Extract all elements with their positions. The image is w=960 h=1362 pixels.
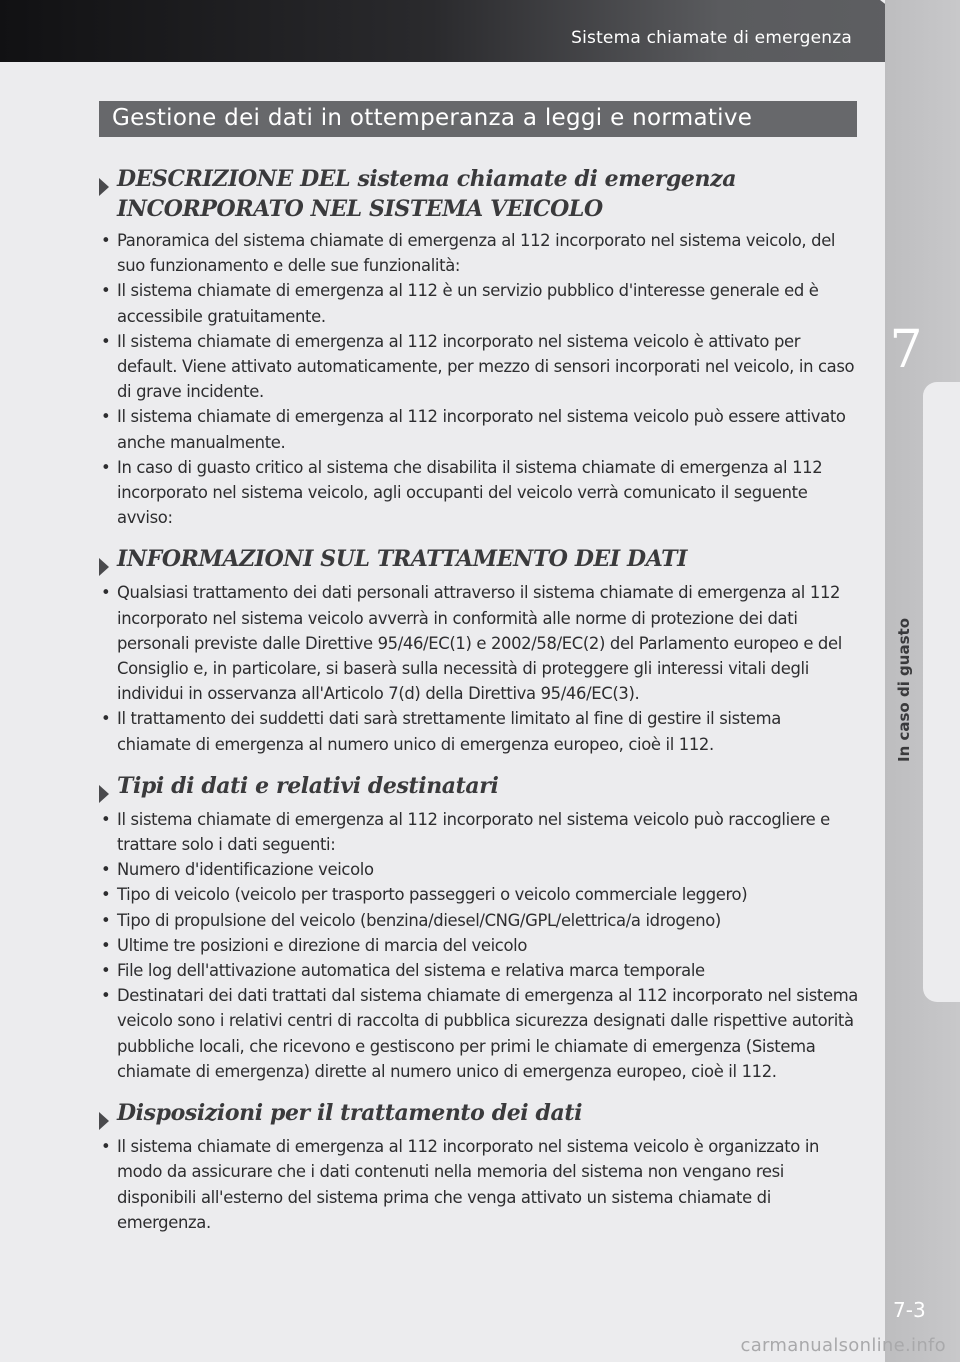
content-block (99, 544, 859, 756)
heading-text: Disposizioni per il trattamento dei dati (117, 1100, 583, 1127)
content-block (99, 771, 859, 1084)
bullet-list (99, 228, 859, 530)
subsection-heading (99, 164, 859, 224)
header-title: Sistema chiamate di emergenza (571, 28, 852, 48)
list-item: • In caso di guasto critico al sistema che disabilita il sistema chiamate di emergenza al 112 incorporato nel sistema veicolo, agli occupanti del veicolo verrà comunicato il seguente avviso: (99, 455, 859, 531)
content-block (99, 164, 859, 530)
subsection-heading (99, 544, 859, 576)
list-item: • Il sistema chiamate di emergenza al 112 è un servizio pubblico d'interesse generale ed è accessibile gratuitamente. (99, 278, 859, 328)
page-header (0, 0, 960, 62)
list-item: • Tipo di veicolo (veicolo per trasporto passeggeri o veicolo commerciale leggero) (99, 882, 859, 907)
list-item: • Panoramica del sistema chiamate di emergenza al 112 incorporato nel sistema veicolo, del suo funzionamento e delle sue funzionalità: (99, 228, 859, 278)
list-item: • Il sistema chiamate di emergenza al 112 incorporato nel sistema veicolo può essere attivato anche manualmente. (99, 404, 859, 454)
list-item: • Il trattamento dei suddetti dati sarà strettamente limitato al fine di gestire il sistema chiamate di emergenza al numero unico di emergenza europeo, cioè il 112. (99, 706, 859, 756)
heading-marker-icon (99, 558, 109, 576)
list-item: • Il sistema chiamate di emergenza al 112 incorporato nel sistema veicolo può raccogliere e trattare solo i dati seguenti: (99, 807, 859, 857)
chapter-number: 7 (889, 320, 923, 380)
bullet-list (99, 807, 859, 1084)
list-item: • Numero d'identificazione veicolo (99, 857, 859, 882)
page-number: 7-3 (893, 1298, 926, 1322)
main-content (99, 164, 859, 1249)
heading-marker-icon (99, 1112, 109, 1130)
list-item: • Destinatari dei dati trattati dal sistema chiamate di emergenza al 112 incorporato nel sistema veicolo sono i relativi centri di raccolta di pubblica sicurezza designati dalle rispettive autorità pubbliche locali, che ricevono e gestiscono per primi le chiamate di emergenza (Sistema chiamate di emergenza) dirette al numero unico di emergenza europeo, cioè il 112. (99, 983, 859, 1084)
subsection-heading (99, 1098, 859, 1130)
heading-text: Tipi di dati e relativi destinatari (117, 772, 499, 799)
heading-marker-icon (99, 178, 109, 196)
heading-marker-icon (99, 785, 109, 803)
chapter-label: In caso di guasto (895, 618, 913, 762)
heading-text: INFORMAZIONI SUL TRATTAMENTO DEI DATI (117, 546, 688, 573)
subsection-heading (99, 771, 859, 803)
list-item: • File log dell'attivazione automatica del sistema e relativa marca temporale (99, 958, 859, 983)
list-item: • Il sistema chiamate di emergenza al 112 incorporato nel sistema veicolo è organizzato in modo da assicurare che i dati contenuti nella memoria del sistema non vengano resi disponibili all'esterno del sistema prima che venga attivato un sistema chiamate di emergenza. (99, 1134, 859, 1235)
heading-text: DESCRIZIONE DEL sistema chiamate di emergenza INCORPORATO NEL SISTEMA VEICOLO (117, 166, 737, 222)
content-block (99, 1098, 859, 1235)
list-item: • Ultime tre posizioni e direzione di marcia del veicolo (99, 933, 859, 958)
section-title: Gestione dei dati in ottemperanza a leggi e normative (112, 105, 753, 131)
bullet-list (99, 580, 859, 756)
bullet-list (99, 1134, 859, 1235)
section-banner (99, 101, 857, 137)
list-item: • Tipo di propulsione del veicolo (benzina/diesel/CNG/GPL/elettrica/a idrogeno) (99, 908, 859, 933)
chapter-tab (923, 382, 960, 1002)
list-item: • Il sistema chiamate di emergenza al 112 incorporato nel sistema veicolo è attivato per default. Viene attivato automaticamente, per mezzo di sensori incorporati nel veicolo, in caso di grave incidente. (99, 329, 859, 405)
list-item: • Qualsiasi trattamento dei dati personali attraverso il sistema chiamate di emergenza al 112 incorporato nel sistema veicolo avverrà in conformità alle norme di protezione dei dati personali previste dalle Direttive 95/46/EC(1) e 2002/58/EC(2) del Parlamento europeo e del Consiglio e, in particolare, si baserà sulla necessità di proteggere gli interessi vitali degli individui in osservanza all'Articolo 7(d) della Direttiva 95/46/EC(3). (99, 580, 859, 706)
watermark: carmanualsonline.info (740, 1335, 946, 1356)
